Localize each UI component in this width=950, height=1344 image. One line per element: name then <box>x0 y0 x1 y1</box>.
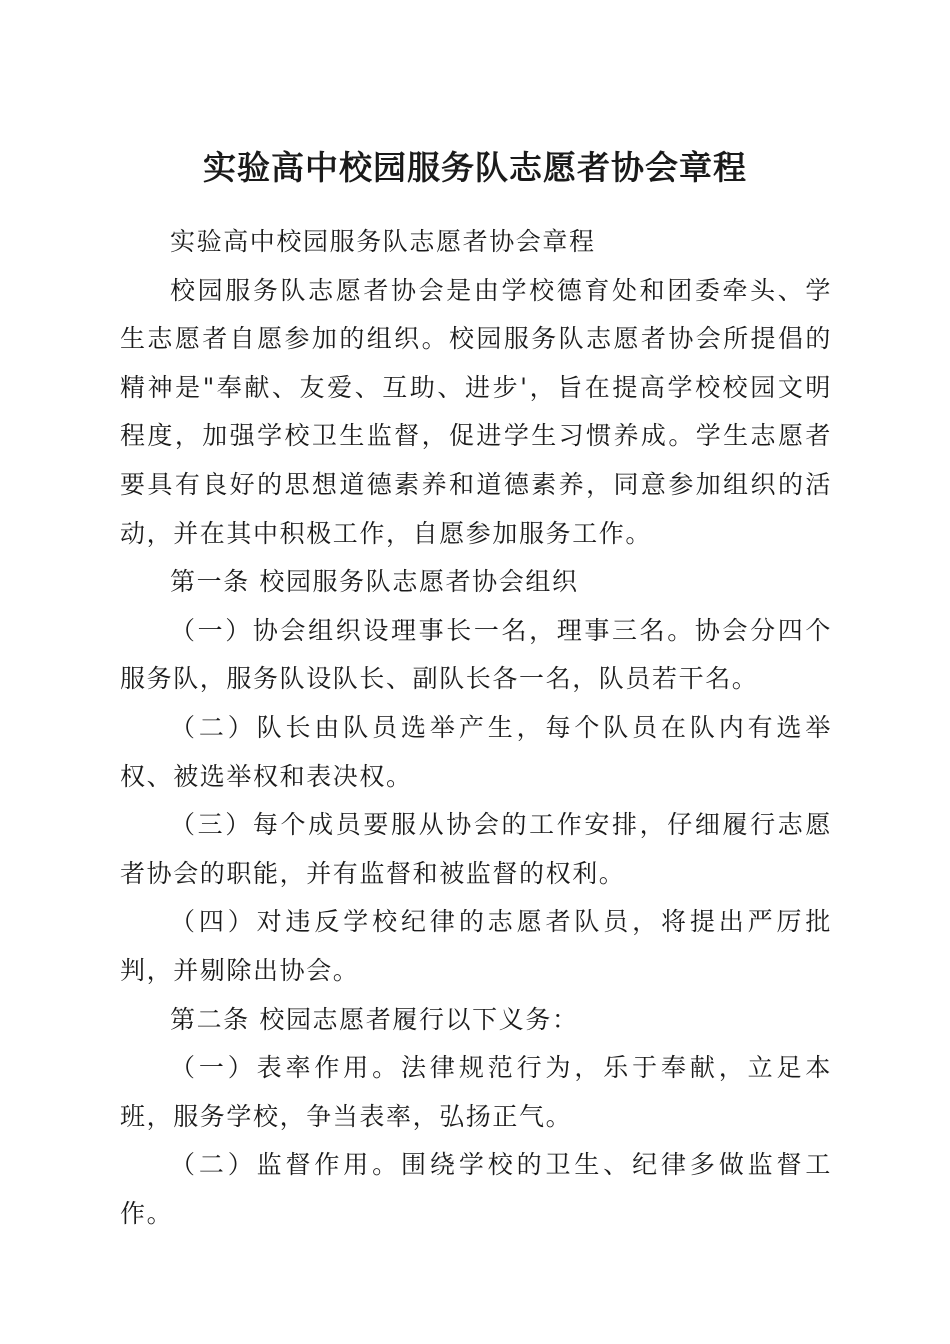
document-title: 实验高中校园服务队志愿者协会章程 <box>203 148 747 187</box>
article-one-item-2: （二）队长由队员选举产生，每个队员在队内有选举权、被选举权和表决权。 <box>120 712 832 791</box>
article-one-item-4: （四）对违反学校纪律的志愿者队员，将提出严厉批判，并剔除出协会。 <box>120 907 832 985</box>
document-body <box>120 218 832 1238</box>
paragraph-subtitle: 实验高中校园服务队志愿者协会章程 <box>170 227 596 256</box>
article-two-item-2: （二）监督作用。围绕学校的卫生、纪律多做监督工作。 <box>120 1150 832 1228</box>
article-two-item-1: （一）表率作用。法律规范行为，乐于奉献，立足本班，服务学校，争当表率，弘扬正气。 <box>120 1053 832 1131</box>
article-one-item-3: （三）每个成员要服从协会的工作安排，仔细履行志愿者协会的职能，并有监督和被监督的权利。 <box>120 810 832 888</box>
article-one-heading: 第一条 校园服务队志愿者协会组织 <box>170 567 579 597</box>
paragraph-intro: 校园服务队志愿者协会是由学校德育处和团委牵头、学生志愿者自愿参加的组织。校园服务队志愿者协会所提倡的精神是"奉献、友爱、互助、进步'，旨在提高学校校园文明程度，加强学校卫生监督，促进学生习惯养成。学生志愿者要具有良好的思想道德素养和道德素养，同意参加组织的活动，并在其中积极工作，自愿参加服务工作。 <box>120 275 832 548</box>
article-two-heading: 第二条 校园志愿者履行以下义务： <box>170 1004 579 1034</box>
article-one-item-1: （一）协会组织设理事长一名，理事三名。协会分四个服务队，服务队设队长、副队长各一名，队员若干名。 <box>120 615 832 694</box>
